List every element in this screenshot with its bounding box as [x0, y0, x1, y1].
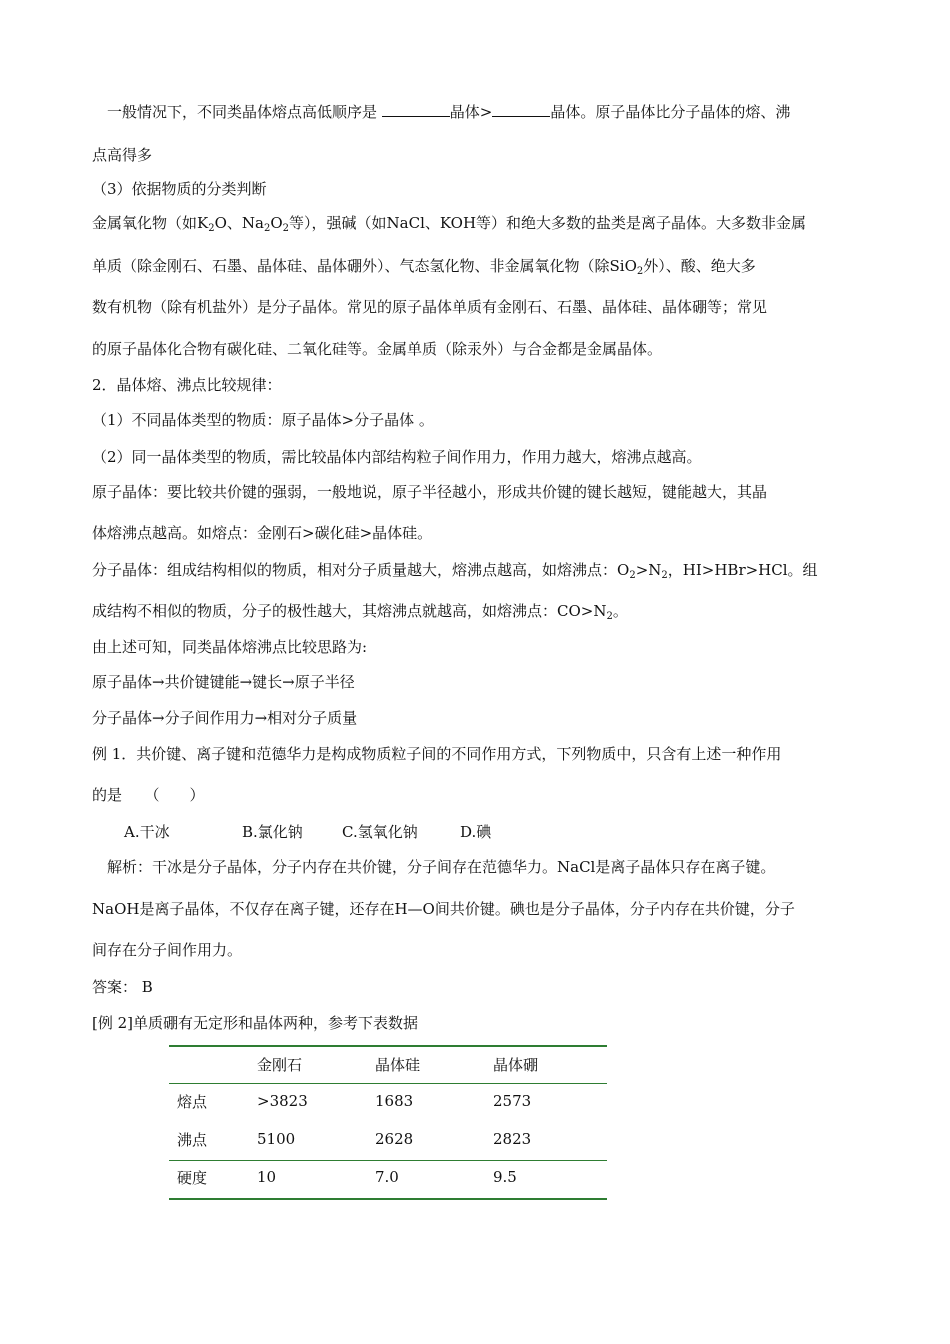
example-2-question: [例 2]单质硼有无定形和晶体两种，参考下表数据: [92, 1014, 419, 1032]
path-molecular: 分子晶体→分子间作用力→相对分子质量: [92, 709, 358, 727]
text-run: 成结构不相似的物质，分子的极性越大，其熔沸点就越高，如熔沸点：CO>N: [92, 602, 607, 620]
table-header-cell: 晶体硼: [493, 1055, 539, 1074]
text-run: 晶体。原子晶体比分子晶体的熔、沸: [550, 103, 791, 121]
text-run: 分子晶体：组成结构相似的物质，相对分子质量越大，熔沸点越高，如熔沸点：O: [92, 561, 630, 579]
answer-line: 答案： B: [92, 978, 153, 996]
text-run: ，HI>HBr>HCl。组: [667, 561, 818, 579]
table-cell: 2628: [375, 1130, 414, 1148]
table-header-cell: 晶体硅: [375, 1055, 421, 1074]
para-line-7: 的原子晶体化合物有碳化硅、二氧化硅等。金属单质（除汞外）与合金都是金属晶体。: [92, 340, 663, 358]
table-cell: 硬度: [177, 1168, 208, 1187]
table-cell: 1683: [375, 1092, 414, 1110]
choice-c[interactable]: C.氢氧化钠: [342, 823, 418, 841]
text-run: O、Na: [214, 214, 264, 232]
text-run: 晶体>: [449, 103, 493, 121]
section-heading-3: （3）依据物质的分类判断: [92, 180, 267, 198]
text-run: 金属氧化物（如K: [92, 214, 209, 232]
table-cell: 熔点: [177, 1092, 208, 1111]
path-atomic: 原子晶体→共价键键能→键长→原子半径: [92, 673, 355, 691]
table-header-cell: [169, 1046, 257, 1082]
text-run: 。: [612, 602, 628, 620]
choice-d[interactable]: D.碘: [460, 823, 492, 841]
para-line-6: 数有机物（除有机盐外）是分子晶体。常见的原子晶体单质有金刚石、石墨、晶体硅、晶体硼等；常见: [92, 298, 768, 316]
subscript: 2: [263, 223, 271, 234]
para-line-4: [92, 213, 806, 233]
table-bottom-rule: [169, 1198, 607, 1200]
text-run: 外）、酸、绝大多: [643, 257, 756, 275]
table-cell: 9.5: [493, 1168, 517, 1186]
text-run: 单质（除金刚石、石墨、晶体硅、晶体硼外）、气态氢化物、非金属氧化物（除SiO: [92, 257, 637, 275]
table-row: [169, 1158, 607, 1196]
para-line-13: [92, 560, 818, 580]
example-1-question-cont: 的是 （ ）: [92, 786, 205, 804]
analysis-line-1: 解析：干冰是分子晶体，分子内存在共价键，分子间存在范德华力。NaCl是离子晶体只存在离子键。: [107, 858, 776, 876]
table-cell: >3823: [257, 1092, 308, 1110]
subscript: 2: [661, 570, 668, 581]
para-line-11: 原子晶体：要比较共价键的强弱，一般地说，原子半径越小，形成共价键的键长越短，键能越大，其晶: [92, 483, 768, 501]
para-line-12: 体熔沸点越高。如熔点：金刚石>碳化硅>晶体硅。: [92, 524, 433, 542]
subscript: 2: [606, 611, 613, 622]
table-cell: 2573: [493, 1092, 532, 1110]
subscript: 2: [208, 223, 215, 234]
example-1-question: 例 1．共价键、离子键和范德华力是构成物质粒子间的不同作用方式，下列物质中，只含有上述一种作用: [92, 745, 782, 763]
subscript: 2: [629, 570, 636, 581]
fill-blank-1[interactable]: [382, 102, 450, 117]
analysis-line-3: 间存在分子间作用力。: [92, 941, 243, 959]
para-line-1: [107, 102, 790, 122]
para-line-2: 点高得多: [92, 146, 153, 164]
choice-a[interactable]: A.干冰: [124, 823, 170, 841]
boron-data-table: [169, 1046, 607, 1196]
choice-b[interactable]: B.氯化钠: [242, 823, 303, 841]
table-cell: 7.0: [375, 1168, 399, 1186]
subscript: 2: [636, 266, 644, 277]
rule-1: （1）不同晶体类型的物质：原子晶体>分子晶体 。: [92, 411, 434, 429]
text-run: 一般情况下，不同类晶体熔点高低顺序是: [107, 103, 378, 121]
rule-2: （2）同一晶体类型的物质，需比较晶体内部结构粒子间作用力，作用力越大，熔沸点越高。: [92, 448, 702, 466]
table-header-row: [169, 1046, 607, 1082]
table-row: [169, 1082, 607, 1120]
para-line-15: 由上述可知，同类晶体熔沸点比较思路为:: [92, 638, 368, 656]
text-run: O: [270, 214, 283, 232]
fill-blank-2[interactable]: [492, 102, 550, 117]
analysis-line-2: NaOH是离子晶体，不仅存在离子键，还存在H—O间共价键。碘也是分子晶体，分子内存在共价键，分子: [92, 900, 795, 918]
choices-row: [124, 822, 520, 842]
table-cell: 2823: [493, 1130, 532, 1148]
para-line-14: [92, 601, 628, 621]
table-header-cell: 金刚石: [257, 1055, 303, 1074]
table-cell: 沸点: [177, 1130, 208, 1149]
subscript: 2: [282, 223, 290, 234]
table-cell: 5100: [257, 1130, 296, 1148]
table-row: [169, 1120, 607, 1158]
section-heading-2: 2．晶体熔、沸点比较规律：: [92, 376, 282, 394]
table-cell: 10: [257, 1168, 277, 1186]
text-run: >N: [635, 561, 662, 579]
para-line-5: [92, 256, 756, 276]
text-run: 等），强碱（如NaCl、KOH等）和绝大多数的盐类是离子晶体。大多数非金属: [289, 214, 807, 232]
